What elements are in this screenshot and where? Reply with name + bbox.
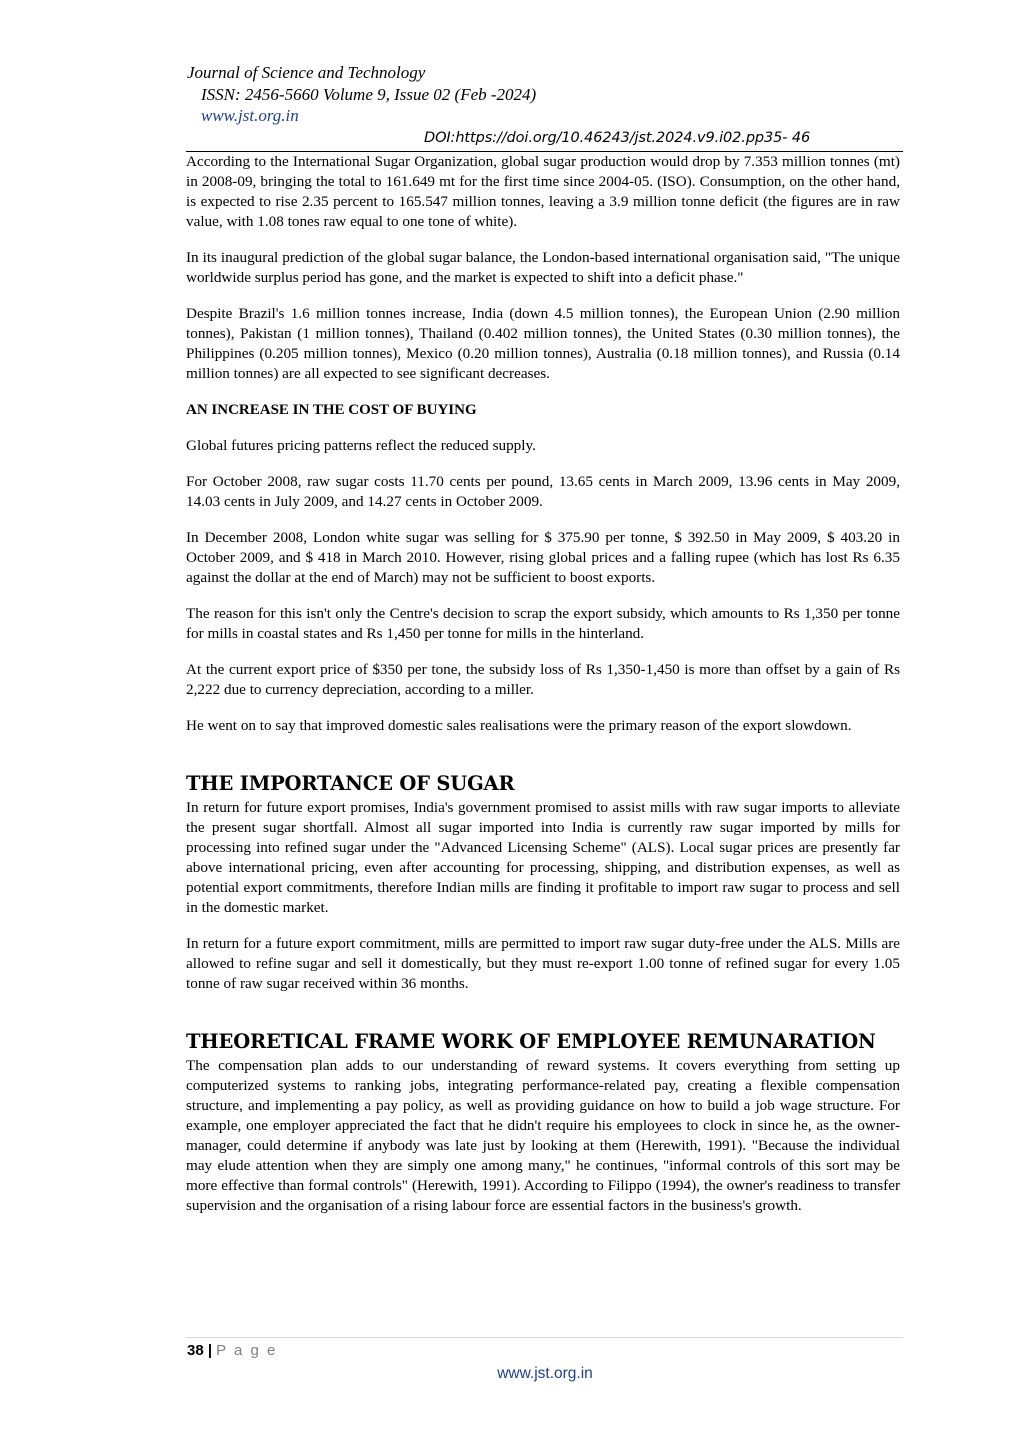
footer-url[interactable]: www.jst.org.in (497, 1365, 593, 1382)
article-body (186, 152, 900, 1232)
journal-header (187, 62, 903, 127)
paragraph: Global futures pricing patterns reflect the reduced supply. (186, 437, 536, 454)
doi-link[interactable]: DOI:https://doi.org/10.46243/jst.2024.v9.i02.pp35- 46 (424, 130, 811, 146)
paragraph: According to the International Sugar Organization, global sugar production would drop by 7.353 million tonnes (mt) in 2008-09, bringing the total to 161.649 mt for the first time since 2004-05. (ISO). Consumption, on the other hand, is expected to rise 2.35 percent to 165.547 million tonnes, leaving a 3.9 million tonne deficit (the figures are in raw value, with 1.08 tones raw equal to one tone of white). (186, 153, 900, 230)
page-separator: | (207, 1342, 213, 1359)
journal-url[interactable]: www.jst.org.in (201, 106, 299, 125)
paragraph: He went on to say that improved domestic sales realisations were the primary reason of the export slowdown. (186, 717, 852, 734)
paragraph: For October 2008, raw sugar costs 11.70 cents per pound, 13.65 cents in March 2009, 13.96 cents in May 2009, 14.03 cents in July 2009, and 14.27 cents in October 2009. (186, 473, 900, 510)
page-number-value: 38 (187, 1342, 204, 1359)
section-heading: THEORETICAL FRAME WORK OF EMPLOYEE REMUNARATION (186, 1030, 876, 1053)
paragraph: In December 2008, London white sugar was selling for $ 375.90 per tonne, $ 392.50 in May 2009, $ 403.20 in October 2009, and $ 418 in March 2010. However, rising global prices and a falling rupee (which has lost Rs 6.35 against the dollar at the end of March) may not be sufficient to boost exports. (186, 529, 900, 586)
footer-divider (186, 1337, 903, 1338)
journal-issn: ISSN: 2456-5660 Volume 9, Issue 02 (Feb -2024) (201, 84, 537, 104)
page-label: P a g e (216, 1342, 278, 1359)
paragraph: In its inaugural prediction of the global sugar balance, the London-based international organisation said, "The unique worldwide surplus period has gone, and the market is expected to shift into a deficit phase." (186, 249, 900, 286)
subheading: AN INCREASE IN THE COST OF BUYING (186, 402, 477, 418)
page-number (187, 1342, 277, 1359)
paragraph: The compensation plan adds to our understanding of reward systems. It covers everything from setting up computerized systems to ranking jobs, integrating performance-related pay, creating a flexible compensation structure, and implementing a pay policy, as well as providing guidance on how to build a job wage structure. For example, one employer appreciated the fact that he didn't require his employees to clock in since he, as the owner-manager, could determine if anybody was late just by looking at them (Herewith, 1991). "Because the individual may elude attention when they are simply one among many," he continues, "informal controls of this sort may be more effective than formal controls" (Herewith, 1991). According to Filippo (1994), the owner's readiness to transfer supervision and the organisation of a rising labour force are essential factors in the business's growth. (186, 1057, 900, 1214)
paragraph: In return for a future export commitment, mills are permitted to import raw sugar duty-free under the ALS. Mills are allowed to refine sugar and sell it domestically, but they must re-export 1.00 tonne of refined sugar for every 1.05 tonne of raw sugar received within 36 months. (186, 935, 900, 992)
paragraph: At the current export price of $350 per tone, the subsidy loss of Rs 1,350-1,450 is more than offset by a gain of Rs 2,222 due to currency depreciation, according to a miller. (186, 661, 900, 698)
paragraph: Despite Brazil's 1.6 million tonnes increase, India (down 4.5 million tonnes), the European Union (2.90 million tonnes), Pakistan (1 million tonnes), Thailand (0.402 million tonnes), the United States (0.30 million tonnes), the Philippines (0.205 million tonnes), Mexico (0.20 million tonnes), Australia (0.18 million tonnes), and Russia (0.14 million tonnes) are all expected to see significant decreases. (186, 305, 900, 382)
paragraph: The reason for this isn't only the Centre's decision to scrap the export subsidy, which amounts to Rs 1,350 per tonne for mills in coastal states and Rs 1,450 per tonne for mills in the hinterland. (186, 605, 900, 642)
paragraph: In return for future export promises, India's government promised to assist mills with raw sugar imports to alleviate the present sugar shortfall. Almost all sugar imported into India is currently raw sugar imported by mills for processing into refined sugar under the "Advanced Licensing Scheme" (ALS). Local sugar prices are presently far above international pricing, even after accounting for processing, shipping, and distribution expenses, as well as potential export commitments, therefore Indian mills are finding it profitable to import raw sugar to process and sell in the domestic market. (186, 799, 900, 916)
journal-title: Journal of Science and Technology (187, 63, 426, 82)
section-heading: THE IMPORTANCE OF SUGAR (186, 772, 515, 795)
